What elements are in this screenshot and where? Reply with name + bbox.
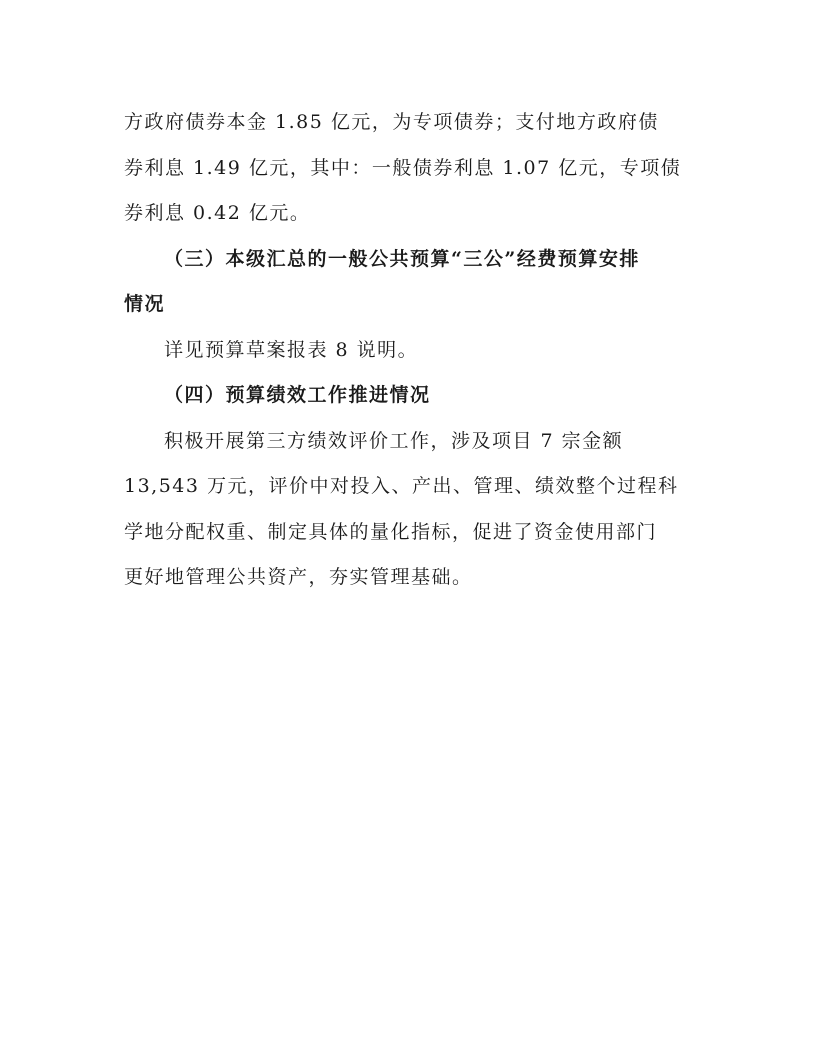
text-line: 券利息 0.42 亿元。	[124, 202, 311, 224]
debt-paragraph	[124, 100, 690, 237]
section-three-paragraph	[124, 328, 690, 374]
text-line: 学地分配权重、制定具体的量化指标，促进了资金使用部门	[124, 520, 658, 543]
heading-line: （三）本级汇总的一般公共预算“三公”经费预算安排	[164, 247, 640, 270]
text-line: 更好地管理公共资产，夯实管理基础。	[124, 566, 473, 588]
section-four-paragraph	[124, 419, 690, 601]
heading-line: （四）预算绩效工作推进情况	[164, 384, 431, 406]
text-line: 券利息 1.49 亿元，其中：一般债券利息 1.07 亿元，专项债	[124, 156, 682, 179]
document-body	[124, 100, 690, 601]
text-line: 积极开展第三方绩效评价工作，涉及项目 7 宗金额	[164, 429, 624, 452]
text-line: 方政府债券本金 1.85 亿元，为专项债券；支付地方政府债	[124, 111, 659, 133]
text-line: 详见预算草案报表 8 说明。	[164, 338, 419, 361]
section-heading-three	[124, 237, 690, 328]
text-line: 13,543 万元，评价中对投入、产出、管理、绩效整个过程科	[124, 475, 679, 497]
section-heading-four	[124, 373, 690, 419]
heading-line: 情况	[124, 293, 166, 315]
